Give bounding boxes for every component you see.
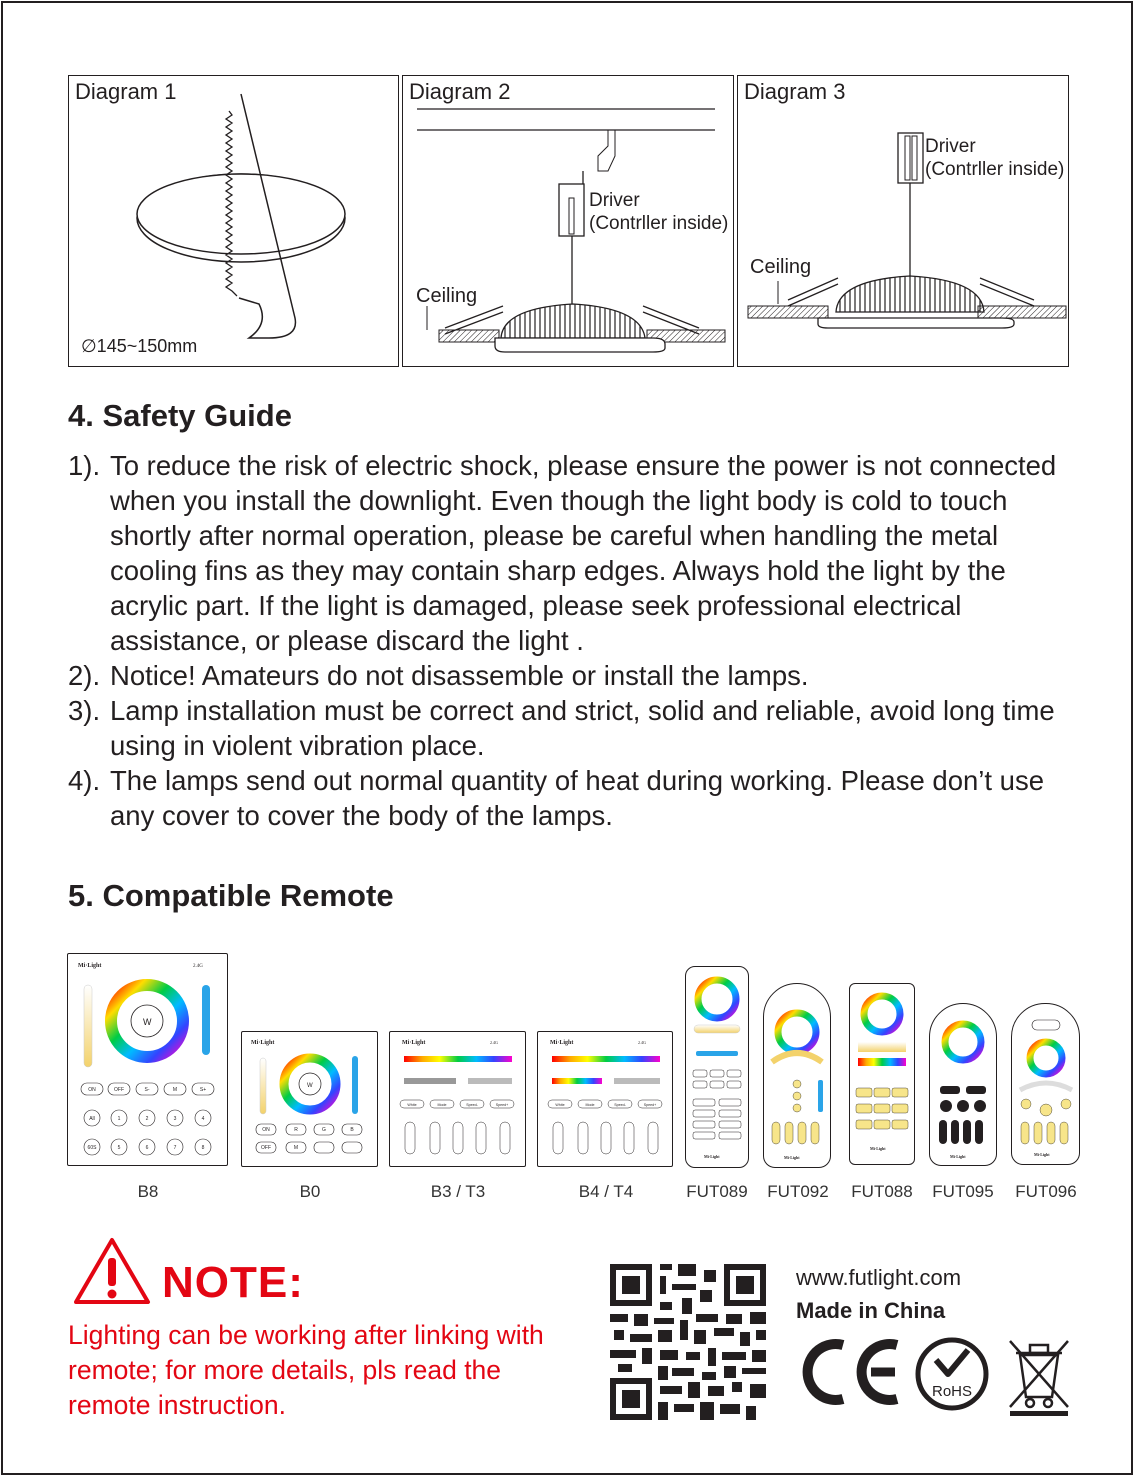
remote-fut088 (849, 983, 915, 1165)
svg-text:4: 4 (201, 1116, 205, 1122)
remote-fut092 (763, 983, 831, 1168)
svg-text:1: 1 (117, 1116, 121, 1122)
svg-text:2.4G: 2.4G (490, 1040, 498, 1045)
ceiling-label: Ceiling (750, 256, 812, 278)
remote-fut089-drawing (686, 967, 748, 1167)
remote-b8 (67, 953, 228, 1166)
svg-text:60S: 60S (87, 1145, 97, 1151)
remote-name-b3: B3 / T3 (430, 1182, 486, 1201)
list-item: 2). Notice! Amateurs do not disassemble or install the lamps. (68, 660, 809, 691)
svg-text:Mi·Light: Mi·Light (78, 963, 102, 969)
diagram-1-drawing (69, 76, 399, 367)
diagram-1-title: Diagram 1 (75, 79, 177, 104)
diagram-1 (68, 75, 399, 367)
svg-text:Mi·Light: Mi·Light (870, 1146, 886, 1151)
remote-name-b4: B4 / T4 (578, 1182, 634, 1201)
svg-text:OFF: OFF (261, 1145, 271, 1151)
svg-text:2.4G: 2.4G (638, 1040, 646, 1045)
list-item: 1). To reduce the risk of electric shock, please ensure the power is not connected when you install the downlight. Even though the light body is cold to touch shortly after normal operation, please be careful when handling the metal cooling fins as they may contain sharp edges. Always hold the light by the acrylic part. If the light is damaged, please seek professional electrical assistance, or please discard the light . (68, 450, 1057, 656)
svg-text:Mi·Light: Mi·Light (1034, 1152, 1050, 1157)
remote-name-fut092: FUT092 (767, 1182, 829, 1201)
driver-note-label: (Contrller inside) (589, 213, 729, 234)
diagram-2 (402, 75, 734, 367)
svg-text:Mi·Light: Mi·Light (784, 1155, 800, 1160)
svg-text:ON: ON (262, 1127, 270, 1133)
diagram-3 (737, 75, 1069, 367)
svg-text:8: 8 (201, 1145, 205, 1151)
svg-text:White: White (407, 1103, 417, 1107)
weee-bin-icon (1006, 1335, 1072, 1417)
remote-b0-drawing (242, 1032, 376, 1165)
remote-fut095 (929, 1003, 997, 1166)
driver-label: Driver (925, 136, 976, 157)
remote-b0 (241, 1031, 378, 1167)
remote-b8-drawing (68, 954, 226, 1164)
svg-text:ON: ON (88, 1087, 96, 1093)
svg-text:Mode: Mode (437, 1103, 447, 1107)
remote-fut096 (1011, 1003, 1080, 1165)
svg-text:Mi·Light: Mi·Light (251, 1040, 275, 1046)
remote-name-fut095: FUT095 (932, 1182, 994, 1201)
diagram-3-title: Diagram 3 (744, 79, 846, 104)
svg-text:B: B (350, 1127, 354, 1133)
remote-fut092-drawing (764, 984, 830, 1167)
svg-text:Mi·Light: Mi·Light (704, 1154, 720, 1159)
svg-text:R: R (294, 1127, 298, 1133)
svg-text:W: W (143, 1017, 152, 1027)
qr-code-icon (610, 1264, 766, 1420)
remote-fut089 (685, 966, 749, 1168)
svg-text:Speed+: Speed+ (495, 1103, 509, 1107)
remote-name-fut096: FUT096 (1015, 1182, 1077, 1201)
remote-fut088-drawing (850, 984, 914, 1164)
driver-label: Driver (589, 190, 640, 211)
svg-text:6: 6 (145, 1145, 149, 1151)
svg-text:All: All (89, 1116, 95, 1122)
svg-text:Mi·Light: Mi·Light (550, 1040, 574, 1046)
svg-text:RoHS: RoHS (931, 1383, 973, 1400)
ce-mark-icon (797, 1337, 905, 1407)
svg-text:Mode: Mode (585, 1103, 595, 1107)
cutout-size-label: ∅145~150mm (81, 336, 198, 356)
svg-text:2: 2 (145, 1116, 149, 1122)
svg-text:5: 5 (117, 1145, 121, 1151)
svg-text:S+: S+ (199, 1087, 207, 1093)
safety-guide-heading: 4. Safety Guide (68, 398, 292, 433)
svg-text:S-: S- (144, 1087, 150, 1093)
svg-text:W: W (307, 1083, 313, 1089)
remote-name-b8: B8 (137, 1182, 159, 1201)
svg-text:M: M (172, 1087, 178, 1093)
ceiling-label: Ceiling (416, 285, 478, 307)
svg-text:White: White (555, 1103, 565, 1107)
remote-fut095-drawing (930, 1004, 996, 1165)
svg-text:2.4G: 2.4G (193, 964, 203, 969)
svg-text:G: G (322, 1127, 326, 1133)
remote-name-fut089: FUT089 (686, 1182, 748, 1201)
warning-icon (72, 1236, 152, 1306)
list-item: 3). Lamp installation must be correct and strict, solid and reliable, avoid long time using in violent vibration place. (68, 695, 1055, 761)
note-title: NOTE: (162, 1258, 304, 1307)
svg-text:Speed+: Speed+ (643, 1103, 657, 1107)
remote-fut096-drawing (1012, 1004, 1079, 1164)
svg-text:Mi·Light: Mi·Light (402, 1040, 426, 1046)
svg-text:M: M (293, 1145, 299, 1151)
svg-text:7: 7 (173, 1145, 177, 1151)
list-item: 4). The lamps send out normal quantity of heat during working. Please don’t use any cover to cover the body of the lamps. (68, 765, 1045, 831)
driver-note-label: (Contrller inside) (925, 159, 1065, 180)
note-text: Lighting can be working after linking with remote; for more details, pls read the remote instruction. (68, 1320, 544, 1420)
remote-b3 (389, 1031, 526, 1167)
remote-b4-drawing (538, 1032, 671, 1165)
svg-text:Mi·Light: Mi·Light (950, 1154, 966, 1159)
made-in-label: Made in China (796, 1298, 946, 1323)
svg-text:3: 3 (173, 1116, 177, 1122)
safety-guide-list (68, 448, 1078, 833)
diagram-3-drawing (738, 76, 1069, 367)
compatible-remote-heading: 5. Compatible Remote (68, 878, 394, 913)
svg-text:Speed-: Speed- (614, 1103, 626, 1107)
svg-text:OFF: OFF (114, 1087, 124, 1093)
svg-text:Speed-: Speed- (466, 1103, 478, 1107)
remote-b4 (537, 1031, 673, 1167)
remote-b3-drawing (390, 1032, 524, 1165)
remote-name-b0: B0 (299, 1182, 321, 1201)
remote-name-fut088: FUT088 (851, 1182, 913, 1201)
rohs-icon (914, 1336, 990, 1412)
website: www.futlight.com (796, 1265, 962, 1290)
diagram-2-title: Diagram 2 (409, 79, 511, 104)
